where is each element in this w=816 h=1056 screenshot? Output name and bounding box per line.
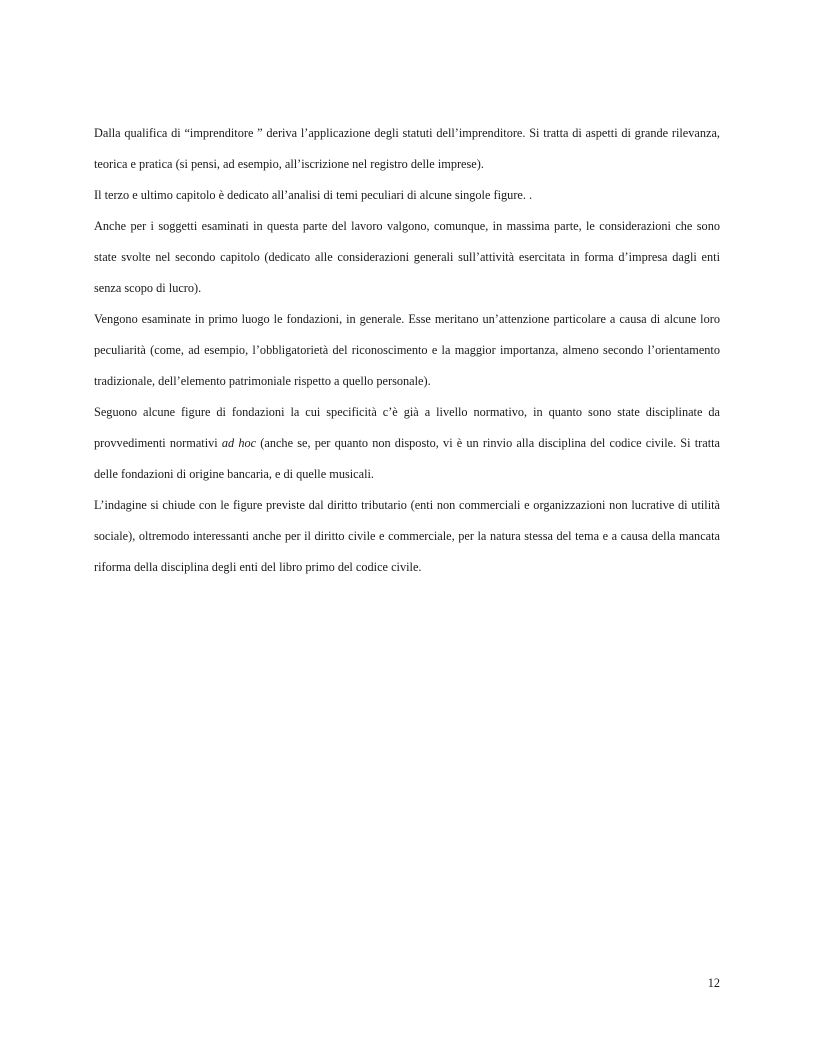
paragraph-5 [94,397,720,490]
paragraph-5-text-after: (anche se, per quanto non disposto, vi è un rinvio alla disciplina del codice civile. Si tratta delle fondazioni di origine bancaria, e di quelle musicali. [94,436,720,481]
paragraph-5-text-before: Seguono alcune figure di fondazioni la cui specificità c’è già a livello normativo, in quanto sono state disciplinate da provvedimenti normativi [94,405,720,450]
paragraph-2: Il terzo e ultimo capitolo è dedicato all’analisi di temi peculiari di alcune singole figure. . [94,188,533,202]
paragraph-3: Anche per i soggetti esaminati in questa parte del lavoro valgono, comunque, in massima parte, le considerazioni che sono state svolte nel secondo capitolo (dedicato alle considerazioni generali sull’attività esercitata in forma d’impresa dagli enti senza scopo di lucro). [94,219,720,295]
paragraph-1: Dalla qualifica di “imprenditore ” deriva l’applicazione degli statuti dell’imprenditore. Si tratta di aspetti di grande rilevanza, teorica e pratica (si pensi, ad esempio, all’iscrizione nel registro delle imprese). [94,126,720,171]
page-number: 12 [707,976,720,990]
paragraph-6: L’indagine si chiude con le figure previste dal diritto tributario (enti non commerciali e organizzazioni non lucrative di utilità sociale), oltremodo interessanti anche per il diritto civile e commerciale, per la natura stessa del tema e a causa della mancata riforma della disciplina degli enti del libro primo del codice civile. [94,498,720,574]
paragraph-5-italic-term: ad hoc [221,436,257,450]
paragraph-4: Vengono esaminate in primo luogo le fondazioni, in generale. Esse meritano un’attenzione particolare a causa di alcune loro peculiarità (come, ad esempio, l’obbligatorietà del riconoscimento e la maggior importanza, almeno secondo l’orientamento tradizionale, dell’elemento patrimoniale rispetto a quello personale). [94,312,720,388]
document-body [94,118,720,583]
